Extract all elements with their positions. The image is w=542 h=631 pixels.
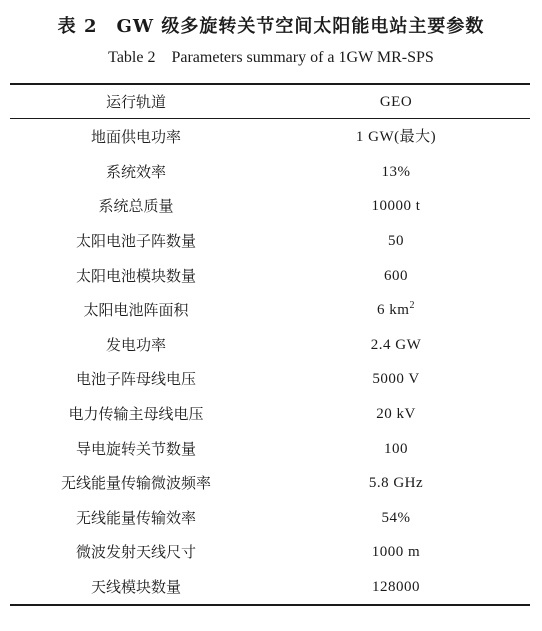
table-row <box>10 362 530 397</box>
value-cell <box>262 439 530 459</box>
param-cell: 电池子阵母线电压 <box>75 370 196 389</box>
table-row <box>10 224 530 259</box>
param-cell: 电力传输主母线电压 <box>68 405 204 424</box>
param-cell: 太阳电池阵面积 <box>83 301 189 320</box>
param-cell: 太阳电池模块数量 <box>75 266 196 285</box>
header-rule <box>10 118 530 119</box>
value-cell <box>262 300 530 320</box>
value-cell <box>262 508 530 528</box>
param-cell: 微波发射天线尺寸 <box>75 543 196 562</box>
value-text: 20 kV <box>376 406 416 423</box>
table-row <box>10 189 530 224</box>
value-text: 5000 V <box>372 371 420 388</box>
header-row <box>10 85 530 118</box>
value-text: 1 GW(最大) <box>355 129 437 146</box>
value-cell <box>262 577 530 597</box>
param-cell: 导电旋转关节数量 <box>75 439 196 458</box>
table-body <box>10 120 530 604</box>
value-text: 6 km <box>377 302 410 319</box>
table-caption-chinese: 表 2 GW 级多旋转关节空间太阳能电站主要参数 <box>57 16 485 37</box>
value-text: 100 <box>384 440 408 457</box>
header-cell-param: 运行轨道 <box>105 92 166 111</box>
bottom-rule <box>10 604 530 606</box>
param-cell: 无线能量传输微波频率 <box>60 474 211 493</box>
table-row <box>10 501 530 536</box>
value-text: 2.4 GW <box>370 336 422 353</box>
value-text: 1000 m <box>371 544 421 561</box>
param-cell: 发电功率 <box>105 335 166 354</box>
param-cell: 太阳电池子阵数量 <box>75 232 196 251</box>
value-text: 50 <box>388 233 404 250</box>
table-row <box>10 397 530 432</box>
table-row <box>10 535 530 570</box>
table-caption-english: Table 2 Parameters summary of a 1GW MR-SPS <box>108 49 434 66</box>
param-cell: 天线模块数量 <box>90 578 181 597</box>
table-row <box>10 120 530 155</box>
value-text: 13% <box>381 163 411 180</box>
param-cell: 无线能量传输效率 <box>75 508 196 527</box>
value-cell <box>262 266 530 286</box>
value-cell <box>262 127 530 147</box>
table-row <box>10 466 530 501</box>
value-text: 5.8 GHz <box>368 475 424 492</box>
value-cell <box>262 369 530 389</box>
table-row <box>10 570 530 605</box>
param-cell: 系统总质量 <box>98 197 174 216</box>
value-cell <box>262 196 530 216</box>
value-cell <box>262 231 530 251</box>
value-cell <box>262 542 530 562</box>
value-text: 10000 t <box>371 198 421 215</box>
table-row <box>10 258 530 293</box>
value-text: 54% <box>381 509 411 526</box>
value-cell <box>262 404 530 424</box>
table-row <box>10 155 530 190</box>
value-cell <box>262 473 530 493</box>
table-row <box>10 328 530 363</box>
table-header <box>10 85 530 118</box>
value-text: 600 <box>384 267 408 284</box>
table-row <box>10 431 530 466</box>
param-cell: 系统效率 <box>105 162 166 181</box>
param-cell: 地面供电功率 <box>90 128 181 147</box>
value-superscript: 2 <box>409 300 415 312</box>
value-cell <box>262 162 530 182</box>
table-row <box>10 293 530 328</box>
value-cell <box>262 335 530 355</box>
value-text: 128000 <box>372 579 420 596</box>
header-cell-value: GEO <box>379 93 413 110</box>
